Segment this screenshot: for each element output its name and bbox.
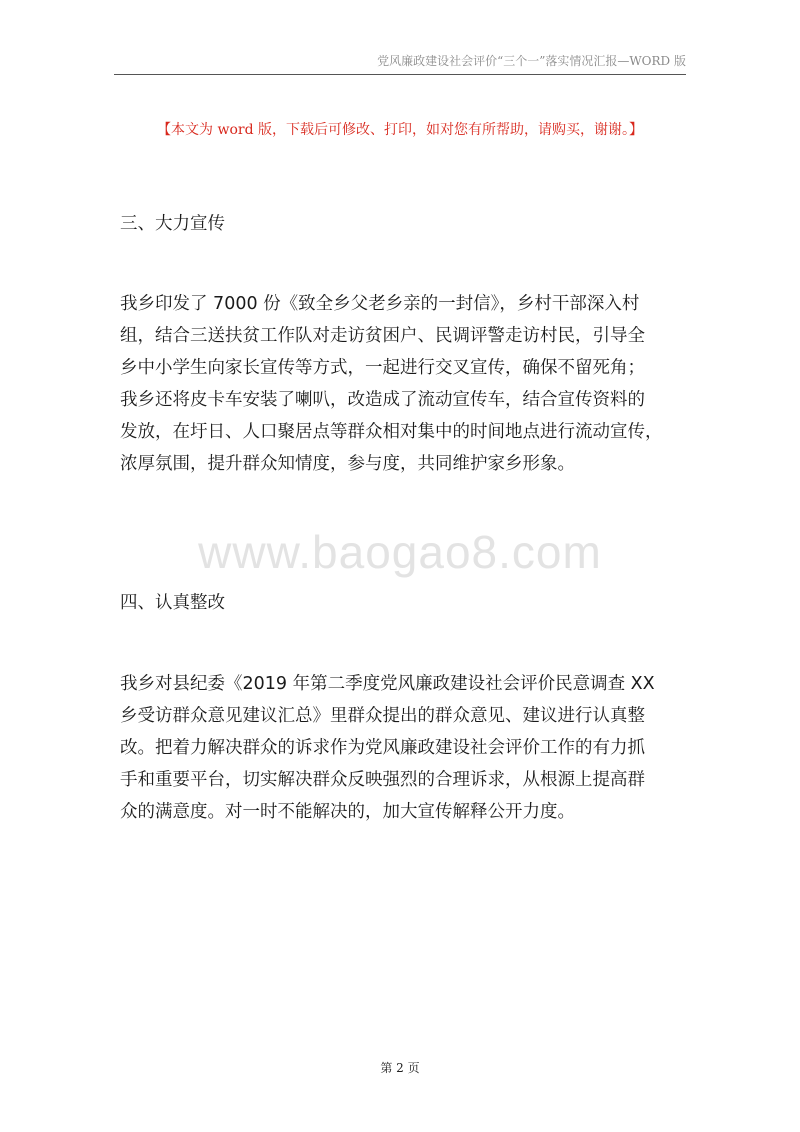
- paragraph-line: 组，结合三送扶贫工作队对走访贫困户、民调评警走访村民，引导全: [120, 326, 645, 346]
- page-header: [114, 52, 686, 75]
- section-paragraph-rectification: [120, 668, 684, 828]
- paragraph-line: 手和重要平台，切实解决群众反映强烈的合理诉求，从根源上提高群: [120, 770, 645, 790]
- section-heading-publicity: 三、大力宣传: [120, 214, 225, 234]
- paragraph-line: 我乡对县纪委《2019 年第二季度党风廉政建设社会评价民意调查 XX: [120, 674, 655, 694]
- watermark: www.baogao8.com: [198, 526, 602, 578]
- paragraph-line: 乡受访群众意见建议汇总》里群众提出的群众意见、建议进行认真整: [120, 706, 645, 726]
- purchase-notice: 【本文为 word 版，下载后可修改、打印，如对您有所帮助，请购买，谢谢。】: [157, 122, 643, 138]
- section-paragraph-publicity: [120, 288, 684, 480]
- section-heading-rectification: 四、认真整改: [120, 593, 225, 613]
- paragraph-line: 众的满意度。对一时不能解决的，加大宣传解释公开力度。: [120, 802, 575, 822]
- paragraph-line: 浓厚氛围，提升群众知情度，参与度，共同维护家乡形象。: [120, 454, 575, 474]
- page-number: 第 2 页: [380, 1061, 420, 1075]
- paragraph-line: 我乡印发了 7000 份《致全乡父老乡亲的一封信》，乡村干部深入村: [120, 294, 640, 314]
- paragraph-line: 发放，在圩日、人口聚居点等群众相对集中的时间地点进行流动宣传，: [120, 422, 663, 442]
- page-footer: [0, 1059, 800, 1076]
- header-title: 党风廉政建设社会评价“三个一”落实情况汇报—WORD 版: [377, 54, 686, 68]
- paragraph-line: 改。把着力解决群众的诉求作为党风廉政建设社会评价工作的有力抓: [120, 738, 645, 758]
- paragraph-line: 乡中小学生向家长宣传等方式，一起进行交叉宣传，确保不留死角；: [120, 358, 645, 378]
- paragraph-line: 我乡还将皮卡车安装了喇叭，改造成了流动宣传车，结合宣传资料的: [120, 390, 645, 410]
